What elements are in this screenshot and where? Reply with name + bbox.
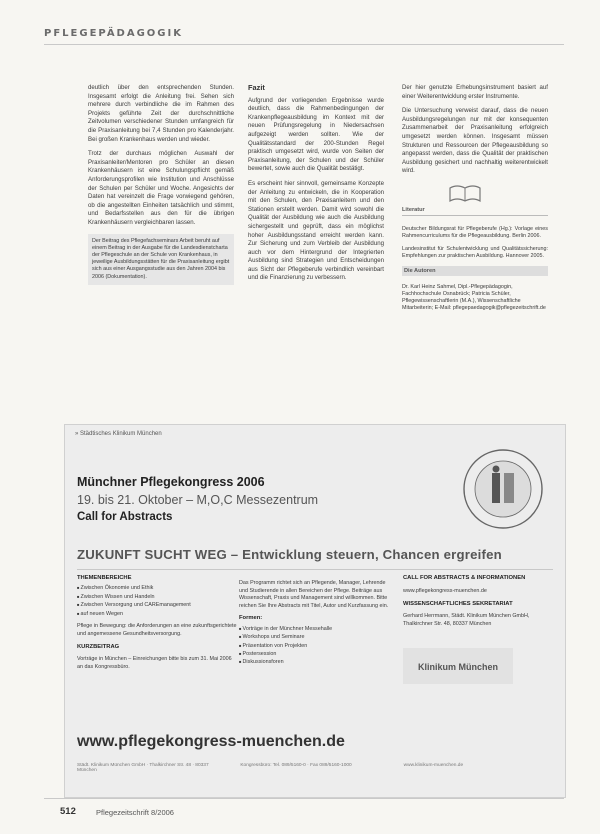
section-title-fazit: Fazit [248, 83, 265, 92]
text-column-2 [248, 84, 384, 289]
ad-title: Münchner Pflegekongress 2006 [77, 475, 265, 489]
ad-footer-text: www.klinikum-muenchen.de [403, 763, 464, 768]
klinikum-logo-text: Klinikum München [417, 661, 499, 672]
klinikum-logo-icon [403, 648, 513, 684]
ad-footer-text: Städt. Klinikum München GmbH · Thalkirchner Str. 48 · 80337 München [77, 763, 209, 773]
page-number: 512 [60, 806, 76, 817]
ad-paragraph: Vorträge in München – Einreichungen bitte bis zum 31. Mai 2006 an das Kongressbüro. [77, 656, 232, 670]
paragraph: deutlich über den entsprechenden Stunden. Insgesamt erfolgt die Anleitung frei. Sehen sich mehrere durch verbindliche die im Rahmen des Projekts geführte Zeit der durchschnittliche Zeitvolumen verschiedener Stunden umfangreich für die Praxisanleitung bei 7,4 Stunden pro Kalenderjahr. Bei großen Krankenhaus werden und wieder. [88, 84, 234, 143]
ad-paragraph: Pflege in Bewegung: die Anforderungen an eine zukunftsgerichtete und angemessene Gesundheitsversorgung. [77, 623, 237, 637]
list-item: ■ Vorträge in der Münchner Messehalle [239, 625, 389, 633]
text-column-3 [402, 84, 548, 312]
literature-list [402, 226, 548, 260]
authors-info: Dr. Karl Heinz Sahmel, Dipl.-Pflegepädagogin, Fachhochschule Osnabrück; Patricia Schüler, Pflegewissenschaftlerin (M.A.), Wissenschaftliche Mitarbeiterin; E-Mail: pflegepaedagogik@pflegezeitschrift.de [402, 284, 546, 312]
header-rule [44, 44, 564, 45]
list-item: ■ Postersession [239, 650, 389, 658]
paragraph: Es erscheint hier sinnvoll, gemeinsame Konzepte der Anleitung zu entwickeln, die in Kooperation mit den Schulen, den Praxisanleitern und den Stationen erstellt werden. Damit wird sowohl die Qualität der Ausbildung wie auch die Ausbildung sichergestellt und geprüft, dass ein möglichst hoher Ausbildungsstand erreicht werden kann. Zur Sicherung und zum Verbleib der Ausbildung auch vor dem Hintergrund der Integrierten Ausbildung sind Strategien und Entscheidungen aus Sicht der Pflegeberufe verbindlich vereinbart und die Finanzierung zu verbessern. [248, 179, 384, 282]
ad-subheading: CALL FOR ABSTRACTS & INFORMATIONEN [403, 575, 526, 581]
authors-label: Die Autoren [402, 266, 548, 277]
ad-footer-text: Kongressbüro: Tel. 089/5160-0 · Fax 089/5160-1000 [240, 763, 352, 768]
ad-column-topics [77, 575, 237, 677]
list-item: ■ Zwischen Wissen und Handeln [77, 593, 237, 601]
ad-subheading: THEMENBEREICHE [77, 575, 132, 581]
topic-list [77, 584, 237, 618]
journal-name: Pflegezeitschrift 8/2006 [96, 808, 174, 817]
open-book-icon [448, 182, 482, 204]
literature-entry: Deutscher Bildungsrat für Pflegeberufe (Hg.): Vorlage eines Rahmencurriculums für die Pflegeausbildung. Berlin 2006. [402, 225, 548, 239]
text-column-1 [88, 84, 234, 285]
literature-label: Literatur [402, 206, 548, 216]
ad-column-details [239, 575, 389, 667]
congress-logo-icon [461, 447, 545, 531]
ad-motto: ZUKUNFT SUCHT WEG – Entwicklung steuern, Chancen ergreifen [77, 547, 502, 562]
list-item: ■ Präsentation von Projekten [239, 642, 389, 650]
ad-paragraph: Das Programm richtet sich an Pflegende, Manager, Lehrende und Studierende in allen Bereichen der Pflege. Beiträge aus Wissenschaft, Praxis und Management sind willkommen. Bitte reichen Sie Ihre Abstracts mit Titel, Autor und Kurzfassung ein. [239, 580, 389, 609]
list-item: ■ Diskussionsforen [239, 658, 389, 666]
ad-subheading: Formen: [239, 615, 263, 622]
ad-column-contact [403, 575, 551, 687]
literature-entry: Landesinstitut für Schulentwicklung und Qualitätssicherung: Empfehlungen zur praktischen Ausbildung. Hannover 2005. [402, 245, 548, 259]
ad-sponsor: » Städtisches Klinikum München [75, 431, 162, 437]
list-item: ■ Zwischen Ökonomie und Ethik [77, 584, 237, 592]
congress-advertisement [64, 424, 566, 798]
ad-subheading: KURZBEITRAG [77, 643, 120, 650]
ad-footer [77, 763, 553, 773]
ad-paragraph: Gerhard Herrmann, Städt. Klinikum München GmbH, Thalkirchner Str. 48, 80337 München [403, 613, 530, 627]
footer-rule [44, 798, 564, 799]
list-item: ■ Workshops und Seminare [239, 633, 389, 641]
ad-date: 19. bis 21. Oktober – M,O,C Messezentrum [77, 493, 319, 507]
ad-link[interactable]: www.pflegekongress-muenchen.de [403, 587, 487, 594]
paragraph: Der hier genutzte Erhebungsinstrument basiert auf einer Weiterentwicklung erster Instrumente. [402, 84, 548, 100]
list-item: ■ auf neuen Wegen [77, 610, 237, 618]
list-item: ■ Zwischen Versorgung und CAREmanagement [77, 601, 237, 609]
paragraph: Aufgrund der vorliegenden Ergebnisse wurde deutlich, dass die Rahmenbedingungen der Krankenpflegeausbildung im Kontext mit der neuen Prüfungsregelung in Niedersachsen aufgezeigt werden sollten. Wie der Qualitätsstandard der 200-Stunden Regel praktisch umgesetzt wird, wurde von Seiten der Praxisanleitung, der Schulen und der Schüler bewertet, sowie auch die Qualität bestätigt. [248, 96, 384, 173]
format-list [239, 625, 389, 667]
ad-rule [77, 569, 553, 570]
info-box: Der Beitrag des Pflegefachseminars Arbeit beruht auf einem Beitrag in der Ausgabe für die Landesdienstcharta der Pflegeschule an der Schule von Krankenhaus, in jeweilige Ausbildungsstätten für die Praxisanleitung ergibt sich aus einer Ausgangsstudie aus den Jahren 2004 bis 2006 (Dokumentation). [88, 234, 234, 285]
section-heading: PFLEGEPÄDAGOGIK [44, 28, 183, 39]
ad-website-link[interactable]: www.pflegekongress-muenchen.de [77, 733, 345, 750]
paragraph: Die Untersuchung verweist darauf, dass die neuen Ausbildungsregelungen nur mit der konsequenten Zusammenarbeit der Praxisanleitung erfolgreich umgesetzt werden können. Insgesamt müssen Strukturen und Ressourcen der Pflegeausbildung so angepasst werden, dass die Qualität der praktischen Ausbildung gesichert und nachhaltig weiterentwickelt wird. [402, 107, 548, 175]
paragraph: Trotz der durchaus möglichen Auswahl der Praxisanleiter/Mentoren pro Schüler an diesen Krankenhäusern ist eine Schulungspflicht gemäß Anforderungsprofilen wie Institution und Anschlüsse der Schulen per Schüler und Woche. Angesichts der Daten hat vereinzelt die Frage vorwiegend gehören, ob die angestellten Einheiten tatsächlich und stimmt, und Bedarfsstellen aus den für die übrigen Krankenhäusern vergleichbaren lassen. [88, 150, 234, 226]
ad-subheading: WISSENSCHAFTLICHES SEKRETARIAT [403, 600, 513, 607]
ad-call-for-abstracts: Call for Abstracts [77, 511, 173, 523]
